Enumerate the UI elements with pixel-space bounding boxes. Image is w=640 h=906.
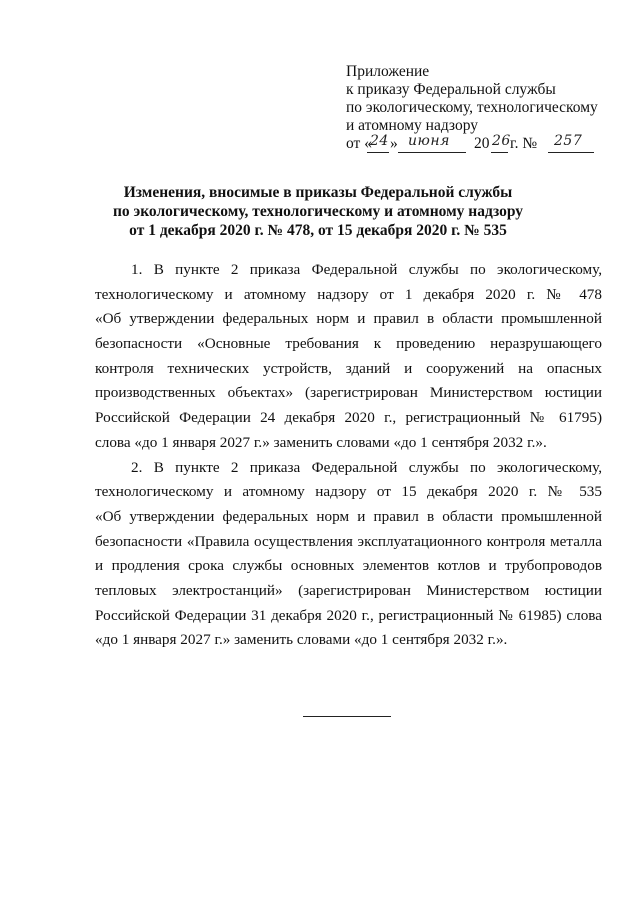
paragraph-line: технологическому и атомному надзору от 1 декабря 2020 г. № 478 <box>95 285 602 303</box>
title-line: по экологическому, технологическому и атомному надзору <box>112 203 524 220</box>
paragraph-line: безопасности «Основные требования к проведению неразрушающего <box>95 335 602 353</box>
handwritten-month: июня <box>408 133 450 149</box>
order-date-line <box>346 135 626 157</box>
annex-title: Приложение <box>346 63 430 80</box>
annex-ref-line: по экологическому, технологическому <box>346 99 598 116</box>
document-title <box>40 183 596 240</box>
paragraph-line: Российской Федерации 24 декабря 2020 г., регистрационный № 61795) <box>95 409 602 427</box>
paragraph-line: Российской Федерации 31 декабря 2020 г., регистрационный № 61985) слова <box>95 606 602 624</box>
paragraph-line: 1. В пункте 2 приказа Федеральной службы по экологическому, <box>131 261 602 278</box>
day-underline <box>367 152 389 153</box>
title-line: от 1 декабря 2020 г. № 478, от 15 декабря 2020 г. № 535 <box>129 222 507 239</box>
paragraph-line: производственных объектах» (зарегистрирован Министерством юстиции <box>95 384 602 402</box>
year-prefix: 20 <box>474 135 490 152</box>
annex-ref-line: к приказу Федеральной службы <box>346 81 556 98</box>
paragraph-line: «Об утверждении федеральных норм и правил в области промышленной <box>95 507 602 525</box>
handwritten-order-number: 257 <box>554 133 583 149</box>
year-underline <box>491 152 508 153</box>
paragraph-line: технологическому и атомному надзору от 15 декабря 2020 г. № 535 <box>95 483 602 501</box>
document-body <box>95 258 602 653</box>
paragraph-line: 2. В пункте 2 приказа Федеральной службы по экологическому, <box>131 458 602 476</box>
year-suffix: г. № <box>510 135 538 152</box>
paragraph-line: «до 1 января 2027 г.» заменить словами «до 1 сентября 2032 г.». <box>95 631 508 649</box>
number-underline <box>548 152 594 153</box>
title-line: Изменения, вносимые в приказы Федеральной службы <box>123 184 513 201</box>
date-quote-close: » <box>390 135 398 152</box>
annex-ref-line: и атомному надзору <box>346 117 478 134</box>
handwritten-day: 24 <box>370 133 389 149</box>
handwritten-year: 26 <box>492 133 511 149</box>
paragraph-line: и продления срока службы основных элементов котлов и трубопроводов <box>95 557 602 575</box>
paragraph-line: контроля технических устройств, зданий и сооружений на опасных <box>95 359 602 377</box>
paragraph-line: безопасности «Правила осуществления эксплуатационного контроля металла <box>95 532 602 550</box>
paragraph-line: тепловых электростанций» (зарегистрирован Министерством юстиции <box>95 581 602 599</box>
month-underline <box>398 152 466 153</box>
date-prefix: от « <box>346 135 372 152</box>
paragraph-line: слова «до 1 января 2027 г.» заменить словами «до 1 сентября 2032 г.». <box>95 433 547 451</box>
paragraph-2 <box>95 456 602 654</box>
annex-header <box>346 63 626 157</box>
paragraph-1 <box>95 258 602 456</box>
end-separator-line <box>303 716 391 717</box>
paragraph-line: «Об утверждении федеральных норм и правил в области промышленной <box>95 310 602 328</box>
